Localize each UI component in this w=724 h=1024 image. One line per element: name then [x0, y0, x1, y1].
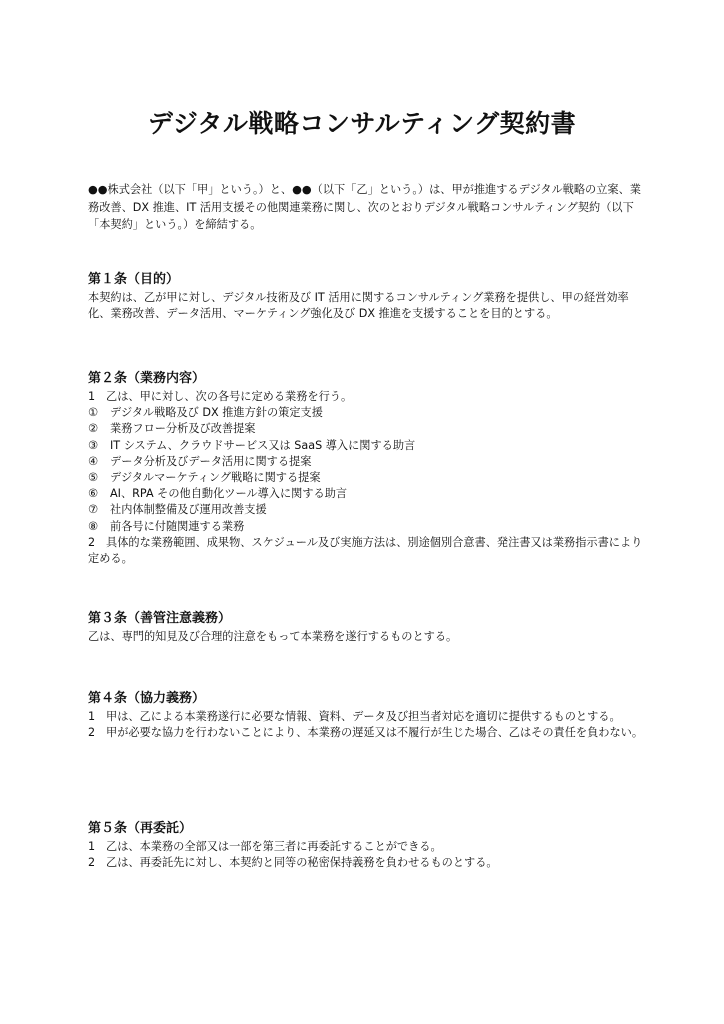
item-number: ④	[88, 454, 99, 468]
article-2	[88, 370, 648, 567]
article-heading: 第３条（善管注意義務）	[88, 611, 232, 626]
list-item	[88, 519, 648, 535]
item-text: AI、RPA その他自動化ツール導入に関する助言	[110, 487, 348, 501]
item-number: ⑦	[88, 503, 99, 517]
article-heading: 第５条（再委託）	[88, 821, 193, 836]
item-list	[88, 405, 648, 535]
item-text: データ分析及びデータ活用に関する提案	[110, 454, 312, 468]
article-paragraph-2	[88, 855, 648, 871]
paragraph-number: 1	[88, 390, 96, 403]
article-3	[88, 610, 648, 645]
paragraph-number: 1	[88, 710, 96, 723]
list-item	[88, 438, 648, 454]
paragraph-number: 2	[88, 535, 96, 549]
item-text: デジタル戦略及び DX 推進方針の策定支援	[110, 406, 323, 420]
article-paragraph-2	[88, 725, 648, 741]
article-5	[88, 820, 648, 871]
article-paragraph-1	[88, 709, 648, 725]
item-text: 社内体制整備及び運用改善支援	[110, 503, 267, 517]
article-heading: 第２条（業務内容）	[88, 371, 206, 386]
item-number: ②	[88, 422, 99, 436]
list-item	[88, 454, 648, 470]
article-body: 本契約は、乙が甲に対し、デジタル技術及び IT 活用に関するコンサルティング業務を提供し、甲の経営効率化、業務改善、データ活用、マーケティング強化及び DX 推進を支援することを目的とする。	[88, 291, 629, 321]
list-item	[88, 470, 648, 486]
item-text: 前各号に付随関連する業務	[110, 519, 245, 533]
paragraph-text: 乙は、再委託先に対し、本契約と同等の秘密保持義務を負わせるものとする。	[106, 856, 498, 870]
item-number: ①	[88, 406, 99, 420]
article-paragraph-1	[88, 389, 648, 405]
paragraph-text: 乙は、甲に対し、次の各号に定める業務を行う。	[106, 390, 353, 403]
paragraph-text: 甲が必要な協力を行わないことにより、本業務の遅延又は不履行が生じた場合、乙はその責任を負わない。	[106, 726, 644, 740]
preamble-paragraph: ●●株式会社（以下「甲」という。）と、●●（以下「乙」という。）は、甲が推進するデジタル戦略の立案、業務改善、DX 推進、IT 活用支援その他関連業務に関し、次のとおりデジタル戦略コンサルティング契約（以下「本契約」という。）を締結する。	[88, 183, 641, 231]
item-number: ⑧	[88, 519, 99, 533]
article-1	[88, 271, 648, 322]
paragraph-text: 乙は、本業務の全部又は一部を第三者に再委託することができる。	[106, 840, 442, 853]
article-heading: 第１条（目的）	[88, 272, 180, 287]
article-4	[88, 690, 648, 741]
article-heading: 第４条（協力義務）	[88, 691, 206, 706]
item-number: ⑥	[88, 487, 99, 501]
list-item	[88, 421, 648, 437]
item-number: ③	[88, 438, 99, 452]
list-item	[88, 486, 648, 502]
paragraph-number: 2	[88, 856, 96, 870]
item-number: ⑤	[88, 471, 99, 485]
item-text: デジタルマーケティング戦略に関する提案	[110, 471, 321, 485]
list-item	[88, 405, 648, 421]
article-body: 乙は、専門的知見及び合理的注意をもって本業務を遂行するものとする。	[88, 630, 458, 643]
article-paragraph-1	[88, 839, 648, 855]
article-paragraph-2	[88, 535, 648, 567]
document-title: デジタル戦略コンサルティング契約書	[147, 109, 577, 138]
list-item	[88, 502, 648, 518]
paragraph-text: 具体的な業務範囲、成果物、スケジュール及び実施方法は、別途個別合意書、発注書又は業務指示書により定める。	[88, 535, 643, 566]
item-text: IT システム、クラウドサービス又は SaaS 導入に関する助言	[110, 438, 416, 452]
paragraph-text: 甲は、乙による本業務遂行に必要な情報、資料、データ及び担当者対応を適切に提供するものとする。	[106, 710, 621, 723]
item-text: 業務フロー分析及び改善提案	[110, 422, 256, 436]
paragraph-number: 1	[88, 840, 96, 853]
paragraph-number: 2	[88, 726, 96, 740]
